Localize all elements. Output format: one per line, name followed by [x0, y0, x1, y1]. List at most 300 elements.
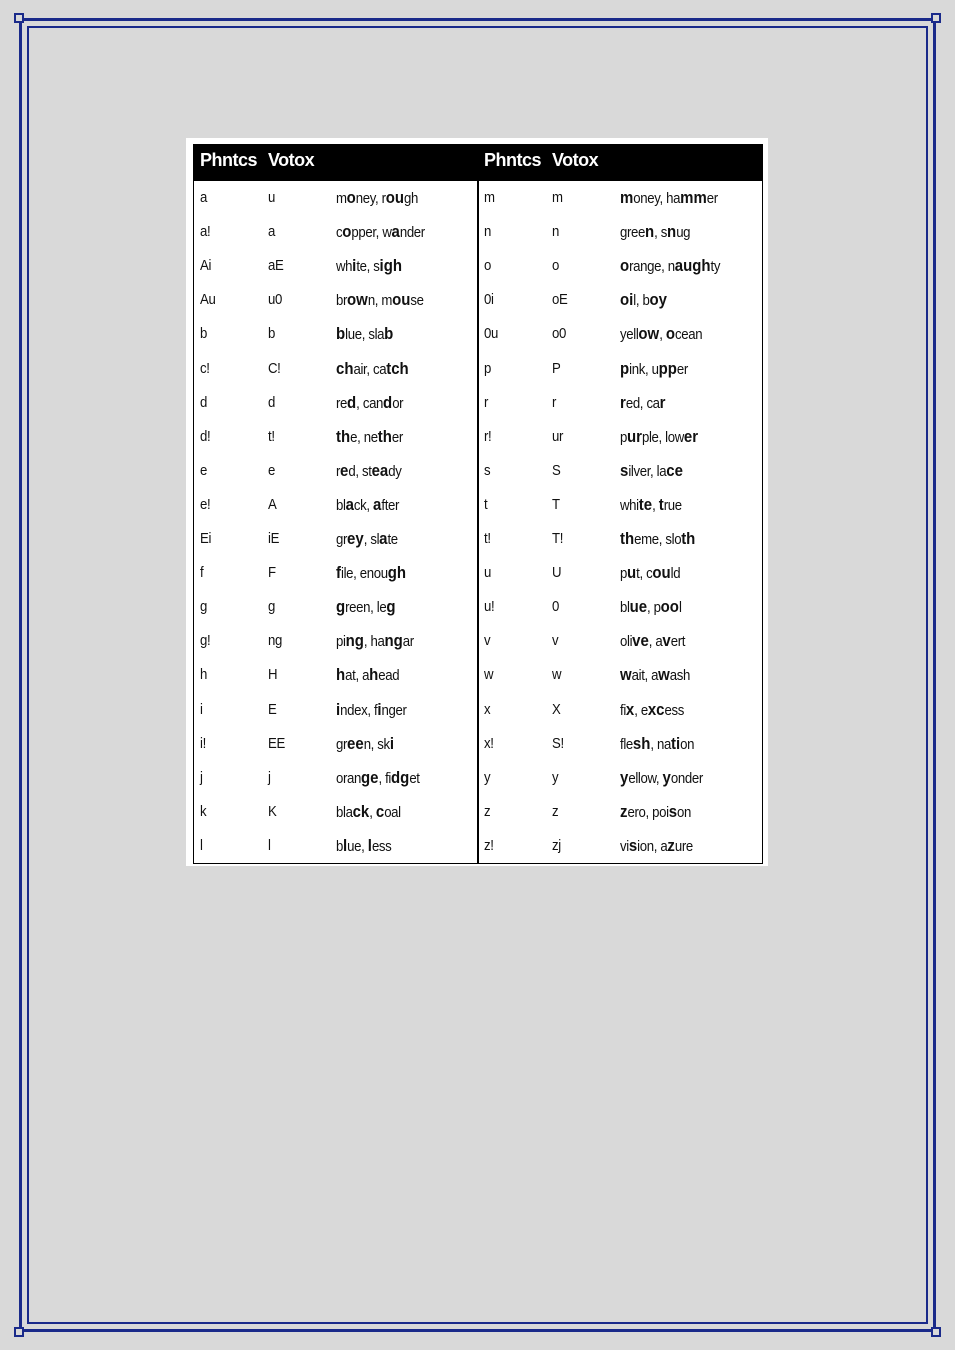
example-text: b	[336, 837, 343, 855]
example-words-cell	[620, 727, 694, 761]
votox-cell: T	[552, 495, 560, 513]
example-words-cell	[620, 420, 698, 454]
phonetics-cell: p	[484, 359, 491, 377]
votox-cell: v	[552, 632, 559, 650]
example-text: ink, u	[629, 360, 659, 378]
example-text: gr	[336, 735, 348, 753]
table-row	[194, 522, 477, 556]
table-row	[478, 693, 761, 727]
example-text: , e	[634, 701, 648, 719]
example-text: vi	[620, 837, 629, 855]
phonetics-cell: z!	[484, 836, 494, 854]
example-words-cell	[336, 795, 401, 829]
example-text: ion, a	[637, 837, 668, 855]
example-highlight: z	[667, 835, 675, 855]
table-row	[194, 556, 477, 590]
example-words-cell	[620, 658, 690, 692]
example-text: re	[336, 394, 348, 412]
header-phntcs-right: Phntcs	[484, 150, 542, 170]
table-row	[194, 454, 477, 488]
example-highlight: ge	[361, 767, 379, 787]
example-highlight: h	[369, 665, 379, 685]
example-highlight: o	[346, 188, 356, 207]
example-text: ney, r	[355, 190, 386, 207]
table-row	[478, 727, 761, 761]
table-row	[478, 658, 761, 692]
example-text: te	[387, 531, 398, 548]
example-text: , sl	[363, 531, 380, 548]
phonetics-cell: n	[484, 223, 491, 241]
table-row	[194, 693, 477, 727]
example-text: , p	[647, 599, 661, 617]
votox-cell: e	[268, 461, 275, 479]
example-highlight: y	[620, 767, 629, 787]
example-text: t, c	[636, 565, 653, 583]
example-highlight: a	[379, 529, 388, 548]
example-text: bl	[336, 496, 346, 514]
example-text: ar	[402, 633, 414, 651]
example-text: , a	[648, 633, 663, 651]
phonetics-cell: i	[200, 700, 203, 718]
phonetics-cell: y	[484, 768, 491, 786]
example-text: ndex, f	[340, 701, 378, 719]
votox-cell: w	[552, 666, 562, 684]
example-highlight: s	[620, 460, 629, 480]
example-highlight: o	[665, 324, 675, 344]
example-highlight: ou	[385, 188, 405, 207]
table-row	[478, 215, 761, 249]
phonetics-cell: b	[200, 325, 207, 343]
example-text: ,	[652, 496, 659, 514]
votox-cell: E	[268, 700, 277, 718]
table-row	[478, 590, 761, 624]
votox-cell: m	[552, 189, 563, 206]
example-words-cell	[620, 215, 690, 249]
example-words-cell	[620, 522, 695, 556]
votox-cell: b	[268, 325, 275, 343]
votox-cell: F	[268, 564, 276, 582]
phonetics-cell: m	[484, 189, 495, 206]
example-text: dy	[388, 462, 402, 480]
example-words-cell	[336, 420, 403, 454]
votox-cell: y	[552, 768, 559, 786]
example-words-cell	[620, 693, 684, 727]
example-highlight: f	[336, 563, 341, 583]
example-words-cell	[336, 317, 393, 351]
votox-cell: ng	[268, 632, 282, 650]
phonetics-cell: o	[484, 257, 491, 275]
votox-cell: aE	[268, 257, 284, 275]
corner-ornament	[931, 1327, 941, 1337]
example-words-cell	[620, 352, 688, 386]
table-row	[194, 624, 477, 658]
example-highlight: sh	[632, 733, 651, 753]
example-highlight: w	[658, 665, 670, 685]
table-row	[194, 727, 477, 761]
phonetics-table-image	[186, 138, 768, 866]
table-row	[478, 454, 761, 488]
table-row	[478, 829, 761, 863]
phonetics-cell: u!	[484, 598, 495, 616]
example-text: ue,	[347, 837, 368, 855]
example-text: oli	[620, 633, 633, 651]
example-highlight: a	[345, 494, 354, 514]
table-row	[478, 488, 761, 522]
phonetics-cell: a!	[200, 223, 211, 241]
example-highlight: ey	[347, 529, 364, 548]
phonetics-cell: x!	[484, 734, 494, 752]
example-text: , ha	[363, 633, 385, 651]
example-highlight: oi	[620, 290, 634, 310]
phonetics-cell: z	[484, 802, 491, 820]
example-text: oran	[336, 769, 362, 787]
phonetics-cell: Au	[200, 291, 216, 309]
example-words-cell	[620, 249, 720, 283]
example-text: pi	[336, 633, 346, 651]
example-highlight: ur	[626, 426, 642, 446]
example-text: r	[336, 462, 341, 480]
votox-cell: u0	[268, 291, 282, 309]
table-row	[194, 386, 477, 420]
example-text: onder	[670, 769, 703, 787]
votox-cell: a	[268, 223, 275, 241]
example-words-cell	[336, 352, 409, 386]
example-text: gh	[404, 190, 419, 207]
example-highlight: m	[620, 188, 634, 207]
example-words-cell	[620, 488, 682, 522]
example-words-cell	[620, 181, 718, 215]
example-highlight: t	[658, 494, 664, 514]
example-highlight: p	[620, 358, 630, 378]
example-highlight: z	[620, 801, 628, 821]
example-text: range, n	[629, 258, 675, 276]
example-highlight: ea	[371, 460, 389, 480]
example-highlight: oo	[660, 597, 679, 617]
example-highlight: ng	[345, 631, 364, 651]
example-highlight: r	[620, 392, 626, 412]
table-row	[478, 420, 761, 454]
phonetics-cell: s	[484, 461, 491, 479]
votox-cell: S!	[552, 734, 564, 752]
example-highlight: ow	[347, 290, 368, 310]
table-row	[478, 624, 761, 658]
example-text: c	[336, 224, 343, 242]
example-words-cell	[620, 317, 702, 351]
table-row	[478, 386, 761, 420]
votox-cell: n	[552, 223, 559, 241]
example-highlight: gh	[387, 563, 407, 583]
example-highlight: ve	[632, 631, 649, 651]
example-text: or	[392, 394, 404, 412]
example-text: ess	[371, 837, 392, 855]
example-words-cell	[620, 795, 691, 829]
example-highlight: i	[352, 256, 357, 276]
example-text: n, m	[367, 292, 393, 310]
phonetics-cell: g!	[200, 632, 211, 650]
example-text: ero, poi	[627, 803, 669, 821]
example-highlight: ng	[384, 631, 403, 651]
example-words-cell	[620, 454, 683, 488]
phonetics-cell: e	[200, 461, 207, 479]
example-highlight: b	[384, 324, 394, 344]
example-text: ilver, la	[628, 462, 667, 480]
example-text: ple, low	[641, 428, 684, 446]
phonetics-cell: h	[200, 666, 207, 684]
table-row	[478, 249, 761, 283]
example-highlight: th	[336, 426, 351, 446]
table-row	[478, 317, 761, 351]
example-text: bla	[336, 803, 353, 821]
example-text: m	[336, 190, 347, 207]
table-row	[194, 249, 477, 283]
example-highlight: ck	[352, 801, 370, 821]
example-text: pper, w	[351, 224, 392, 242]
example-highlight: i	[389, 733, 394, 753]
example-highlight: l	[342, 835, 348, 855]
example-text: on	[677, 803, 692, 821]
example-words-cell	[336, 249, 402, 283]
phonetics-cell: v	[484, 632, 491, 650]
example-highlight: igh	[379, 256, 402, 276]
table-row	[478, 761, 761, 795]
header-phntcs-left: Phntcs	[200, 150, 258, 170]
example-words-cell	[336, 181, 418, 215]
example-highlight: e	[340, 460, 349, 480]
table-row	[194, 181, 477, 215]
phonetics-cell: j	[200, 768, 203, 786]
table-row	[194, 590, 477, 624]
example-words-cell	[336, 488, 399, 522]
example-text: gree	[620, 224, 646, 242]
example-highlight: w	[620, 665, 632, 685]
phonetics-cell: 0i	[484, 291, 494, 309]
phonetics-cell: Ei	[200, 530, 212, 547]
example-text: p	[620, 428, 627, 446]
example-highlight: o	[342, 222, 352, 242]
example-words-cell	[336, 727, 394, 761]
example-text: yell	[620, 326, 639, 344]
phonetics-cell: r!	[484, 427, 492, 445]
votox-cell: j	[268, 768, 271, 786]
example-words-cell	[336, 829, 391, 863]
example-text: et	[409, 769, 420, 787]
example-text: te, s	[356, 258, 380, 276]
example-highlight: ow	[638, 324, 660, 344]
example-highlight: augh	[674, 256, 711, 276]
table-row	[194, 352, 477, 386]
corner-ornament	[14, 1327, 24, 1337]
example-highlight: o	[620, 256, 630, 276]
example-text: rue	[663, 496, 682, 514]
example-words-cell	[336, 386, 403, 420]
table-row	[194, 215, 477, 249]
votox-cell: C!	[268, 359, 281, 377]
votox-cell: zj	[552, 836, 561, 854]
table-row	[478, 522, 761, 556]
example-highlight: ou	[652, 563, 671, 583]
example-text: ,	[659, 326, 666, 344]
example-words-cell	[336, 590, 396, 624]
example-text: , s	[654, 224, 668, 242]
phonetics-cell: x	[484, 700, 491, 718]
example-highlight: b	[336, 324, 346, 344]
example-highlight: x	[625, 699, 635, 719]
votox-cell: u	[268, 189, 275, 206]
votox-cell: iE	[268, 530, 280, 547]
phonetics-cell: t	[484, 495, 488, 513]
phonetics-cell: t!	[484, 530, 491, 547]
table-row	[194, 658, 477, 692]
example-highlight: ti	[670, 733, 681, 753]
example-highlight: dg	[391, 767, 410, 787]
votox-cell: H	[268, 666, 278, 684]
example-text: fter	[381, 496, 400, 514]
example-highlight: a	[373, 494, 382, 514]
example-highlight: tch	[386, 358, 409, 378]
example-text: p	[620, 565, 627, 583]
votox-cell: U	[552, 564, 562, 582]
header-votox-right: Votox	[552, 150, 599, 170]
table-row	[194, 283, 477, 317]
example-highlight: d	[347, 392, 357, 412]
votox-cell: r	[552, 393, 557, 411]
example-words-cell	[620, 624, 685, 658]
example-text: ed, ca	[625, 394, 660, 412]
phonetics-cell: Ai	[200, 257, 212, 275]
example-highlight: n	[667, 222, 677, 242]
example-highlight: s	[628, 835, 638, 855]
example-text: whi	[620, 496, 639, 514]
example-text: , na	[650, 735, 671, 753]
phonetics-cell: d!	[200, 427, 211, 445]
example-highlight: s	[668, 801, 678, 821]
example-highlight: h	[336, 665, 346, 685]
table-row	[194, 829, 477, 863]
example-text: lue, sla	[345, 326, 385, 344]
votox-cell: t!	[268, 427, 275, 445]
example-text: air, ca	[353, 360, 387, 378]
example-text: d, st	[348, 462, 372, 480]
example-words-cell	[336, 215, 425, 249]
votox-cell: K	[268, 802, 277, 820]
example-highlight: th	[620, 529, 635, 548]
phonetics-cell: g	[200, 598, 207, 616]
example-text: e, ne	[350, 428, 378, 446]
example-text: ck,	[353, 496, 374, 514]
example-words-cell	[336, 658, 399, 692]
table-row	[478, 181, 761, 215]
example-text: fi	[620, 701, 626, 719]
example-highlight: g	[336, 597, 346, 617]
corner-ornament	[14, 13, 24, 23]
phonetics-cell: c!	[200, 359, 210, 377]
example-highlight: v	[662, 631, 671, 651]
example-highlight: c	[375, 801, 385, 821]
example-text: fle	[620, 735, 633, 753]
table-row	[478, 795, 761, 829]
table-row	[194, 317, 477, 351]
example-highlight: ce	[666, 460, 683, 480]
example-text: on	[680, 735, 695, 753]
example-highlight: g	[386, 597, 396, 617]
votox-cell: ur	[552, 427, 564, 445]
example-highlight: oy	[649, 290, 667, 310]
phonetics-cell: a	[200, 189, 207, 206]
example-text: wh	[336, 258, 353, 276]
example-text: n, sk	[363, 735, 390, 753]
example-text: ure	[674, 837, 693, 855]
example-words-cell	[620, 761, 703, 795]
votox-cell: EE	[268, 734, 285, 752]
example-text: reen, le	[345, 599, 387, 617]
example-text: , fi	[378, 769, 392, 787]
example-words-cell	[620, 386, 666, 420]
example-text: ellow,	[628, 769, 663, 787]
example-words-cell	[336, 522, 398, 556]
example-text: l	[678, 599, 682, 617]
table-row	[194, 795, 477, 829]
phonetics-cell: e!	[200, 495, 211, 513]
header-votox-left: Votox	[268, 150, 315, 170]
example-highlight: r	[659, 392, 666, 412]
example-highlight: a	[391, 222, 400, 242]
example-highlight: er	[683, 426, 699, 446]
phonetics-votox-table	[193, 144, 763, 864]
example-text: br	[336, 292, 348, 310]
example-words-cell	[620, 283, 667, 317]
example-words-cell	[336, 283, 424, 317]
votox-cell: S	[552, 461, 561, 479]
example-highlight: i	[377, 699, 382, 719]
example-highlight: i	[336, 699, 341, 719]
example-highlight: ou	[392, 290, 411, 310]
example-words-cell	[336, 761, 420, 795]
example-highlight: pp	[658, 358, 677, 378]
example-text: bl	[620, 599, 630, 617]
example-text: ert	[670, 633, 686, 651]
table-row	[194, 420, 477, 454]
example-words-cell	[620, 590, 682, 624]
example-text: se	[410, 292, 424, 310]
example-text: eme, slo	[634, 531, 682, 548]
example-text: ug	[676, 224, 691, 242]
votox-cell: o0	[552, 325, 566, 343]
table-row	[478, 556, 761, 590]
example-text: er	[706, 190, 718, 207]
votox-cell: A	[268, 495, 277, 513]
example-highlight: te	[638, 494, 653, 514]
example-words-cell	[336, 454, 401, 488]
example-text: l, b	[633, 292, 650, 310]
table-header	[194, 145, 762, 181]
example-text: er	[676, 360, 688, 378]
corner-ornament	[931, 13, 941, 23]
example-text: ld	[670, 565, 681, 583]
table-row	[194, 761, 477, 795]
example-highlight: l	[367, 835, 372, 855]
example-text: ead	[378, 667, 400, 685]
votox-cell: l	[268, 836, 271, 854]
table-row	[194, 488, 477, 522]
phonetics-cell: k	[200, 802, 207, 820]
phonetics-cell: i!	[200, 734, 206, 752]
example-text: ait, a	[631, 667, 659, 685]
example-highlight: d	[383, 392, 393, 412]
example-highlight: mm	[680, 188, 707, 207]
example-highlight: xc	[647, 699, 665, 719]
votox-cell: oE	[552, 291, 568, 309]
example-text: er	[391, 428, 403, 446]
